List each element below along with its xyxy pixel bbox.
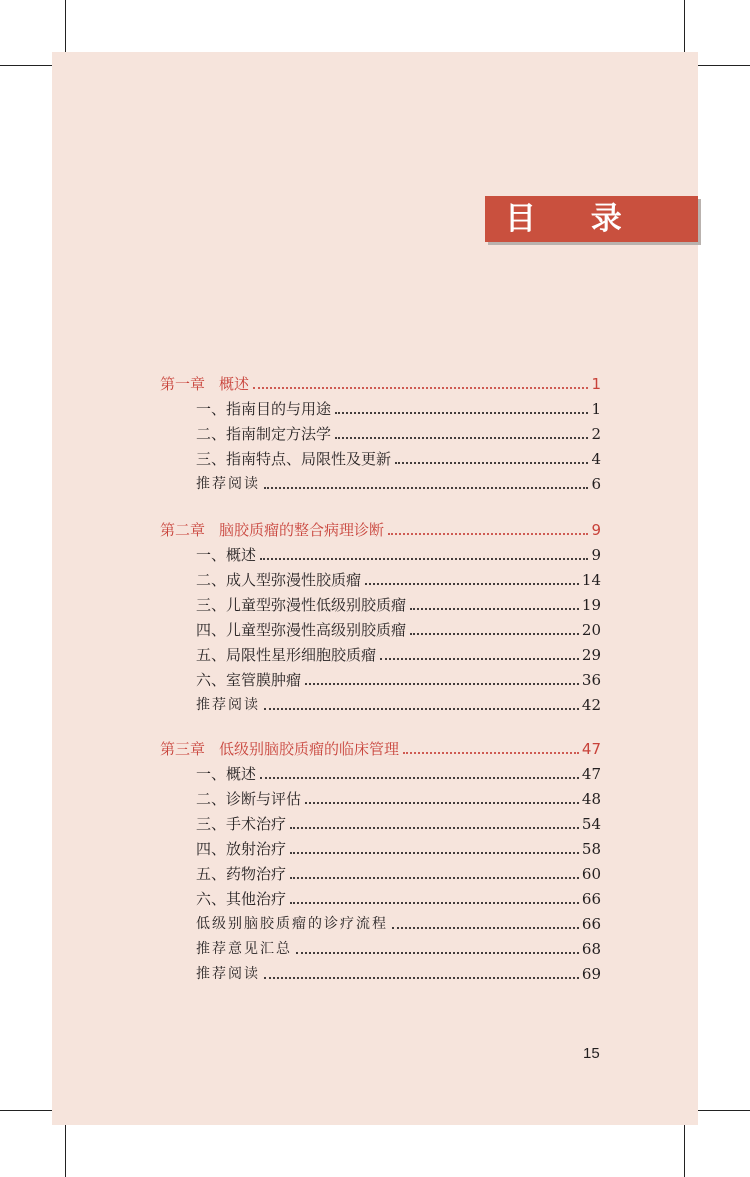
toc-entry-row[interactable] bbox=[196, 937, 601, 959]
entry-page: 66 bbox=[581, 915, 601, 933]
dot-leader bbox=[395, 462, 588, 464]
dot-leader bbox=[388, 533, 588, 535]
entry-label: 五、局限性星形细胞胶质瘤 bbox=[196, 646, 377, 664]
dot-leader bbox=[264, 487, 588, 489]
toc-chapter-row[interactable] bbox=[160, 737, 601, 759]
entry-page: 66 bbox=[581, 890, 601, 908]
dot-leader bbox=[296, 952, 579, 954]
toc-entry-row[interactable] bbox=[196, 862, 601, 884]
toc-chapter-row[interactable] bbox=[160, 372, 601, 394]
toc-entry-row[interactable] bbox=[196, 837, 601, 859]
entry-label: 四、放射治疗 bbox=[196, 840, 287, 858]
toc-entry-row[interactable] bbox=[196, 693, 601, 715]
entry-label: 三、指南特点、局限性及更新 bbox=[196, 450, 392, 468]
entry-page: 29 bbox=[581, 646, 601, 664]
dot-leader bbox=[290, 877, 579, 879]
toc-title: 目 录 bbox=[505, 201, 644, 237]
dot-leader bbox=[403, 752, 579, 754]
entry-page: 60 bbox=[581, 865, 601, 883]
toc-entry-row[interactable] bbox=[196, 397, 601, 419]
entry-label: 低级别脑胶质瘤的诊疗流程 bbox=[196, 916, 388, 932]
toc-chapter-row[interactable] bbox=[160, 518, 601, 540]
dot-leader bbox=[335, 437, 588, 439]
entry-page: 14 bbox=[581, 571, 601, 589]
toc-entry-row[interactable] bbox=[196, 472, 601, 494]
entry-label: 三、儿童型弥漫性低级别胶质瘤 bbox=[196, 596, 407, 614]
entry-label: 推荐阅读 bbox=[196, 476, 260, 492]
toc-entry-row[interactable] bbox=[196, 568, 601, 590]
chapter-title: 脑胶质瘤的整合病理诊断 bbox=[219, 521, 385, 539]
entry-page: 4 bbox=[591, 450, 601, 468]
toc-entry-row[interactable] bbox=[196, 593, 601, 615]
entry-label: 推荐意见汇总 bbox=[196, 941, 292, 957]
entry-label: 二、成人型弥漫性胶质瘤 bbox=[196, 571, 362, 589]
entry-page: 42 bbox=[581, 696, 601, 714]
entry-page: 1 bbox=[591, 400, 601, 418]
dot-leader bbox=[264, 708, 579, 710]
entry-label: 推荐阅读 bbox=[196, 966, 260, 982]
dot-leader bbox=[290, 827, 579, 829]
entry-page: 20 bbox=[581, 621, 601, 639]
entry-page: 9 bbox=[591, 546, 601, 564]
toc-entry-row[interactable] bbox=[196, 422, 601, 444]
entry-label: 三、手术治疗 bbox=[196, 815, 287, 833]
chapter-number: 第三章 bbox=[160, 740, 206, 758]
entry-label: 一、概述 bbox=[196, 546, 257, 564]
dot-leader bbox=[365, 583, 579, 585]
entry-page: 69 bbox=[581, 965, 601, 983]
toc-entry-row[interactable] bbox=[196, 962, 601, 984]
entry-page: 68 bbox=[581, 940, 601, 958]
entry-label: 六、室管膜肿瘤 bbox=[196, 671, 302, 689]
entry-page: 36 bbox=[581, 671, 601, 689]
dot-leader bbox=[410, 608, 579, 610]
entry-page: 19 bbox=[581, 596, 601, 614]
toc-entry-row[interactable] bbox=[196, 543, 601, 565]
dot-leader bbox=[260, 777, 579, 779]
chapter-page: 1 bbox=[591, 375, 601, 393]
dot-leader bbox=[335, 412, 588, 414]
toc-entry-row[interactable] bbox=[196, 887, 601, 909]
dot-leader bbox=[253, 387, 588, 389]
entry-label: 二、指南制定方法学 bbox=[196, 425, 332, 443]
entry-page: 48 bbox=[581, 790, 601, 808]
page-number: 15 bbox=[583, 1045, 600, 1062]
dot-leader bbox=[290, 852, 579, 854]
dot-leader bbox=[264, 977, 579, 979]
entry-label: 推荐阅读 bbox=[196, 697, 260, 713]
toc-entry-row[interactable] bbox=[196, 668, 601, 690]
dot-leader bbox=[392, 927, 579, 929]
toc-entry-row[interactable] bbox=[196, 787, 601, 809]
toc-entry-row[interactable] bbox=[196, 812, 601, 834]
entry-label: 五、药物治疗 bbox=[196, 865, 287, 883]
entry-label: 二、诊断与评估 bbox=[196, 790, 302, 808]
chapter-number: 第一章 bbox=[160, 375, 206, 393]
dot-leader bbox=[380, 658, 579, 660]
entry-label: 六、其他治疗 bbox=[196, 890, 287, 908]
entry-label: 四、儿童型弥漫性高级别胶质瘤 bbox=[196, 621, 407, 639]
toc-entry-row[interactable] bbox=[196, 912, 601, 934]
toc-entry-row[interactable] bbox=[196, 643, 601, 665]
dot-leader bbox=[305, 802, 579, 804]
dot-leader bbox=[260, 558, 588, 560]
chapter-title: 概述 bbox=[219, 375, 250, 393]
chapter-title: 低级别脑胶质瘤的临床管理 bbox=[219, 740, 400, 758]
toc-entry-row[interactable] bbox=[196, 447, 601, 469]
entry-page: 2 bbox=[591, 425, 601, 443]
toc-entry-row[interactable] bbox=[196, 762, 601, 784]
entry-page: 47 bbox=[581, 765, 601, 783]
chapter-number: 第二章 bbox=[160, 521, 206, 539]
entry-page: 58 bbox=[581, 840, 601, 858]
chapter-page: 47 bbox=[581, 740, 601, 758]
entry-page: 54 bbox=[581, 815, 601, 833]
toc-entry-row[interactable] bbox=[196, 618, 601, 640]
entry-page: 6 bbox=[591, 475, 601, 493]
entry-label: 一、概述 bbox=[196, 765, 257, 783]
entry-label: 一、指南目的与用途 bbox=[196, 400, 332, 418]
chapter-page: 9 bbox=[591, 521, 601, 539]
dot-leader bbox=[290, 902, 579, 904]
dot-leader bbox=[410, 633, 579, 635]
dot-leader bbox=[305, 683, 579, 685]
